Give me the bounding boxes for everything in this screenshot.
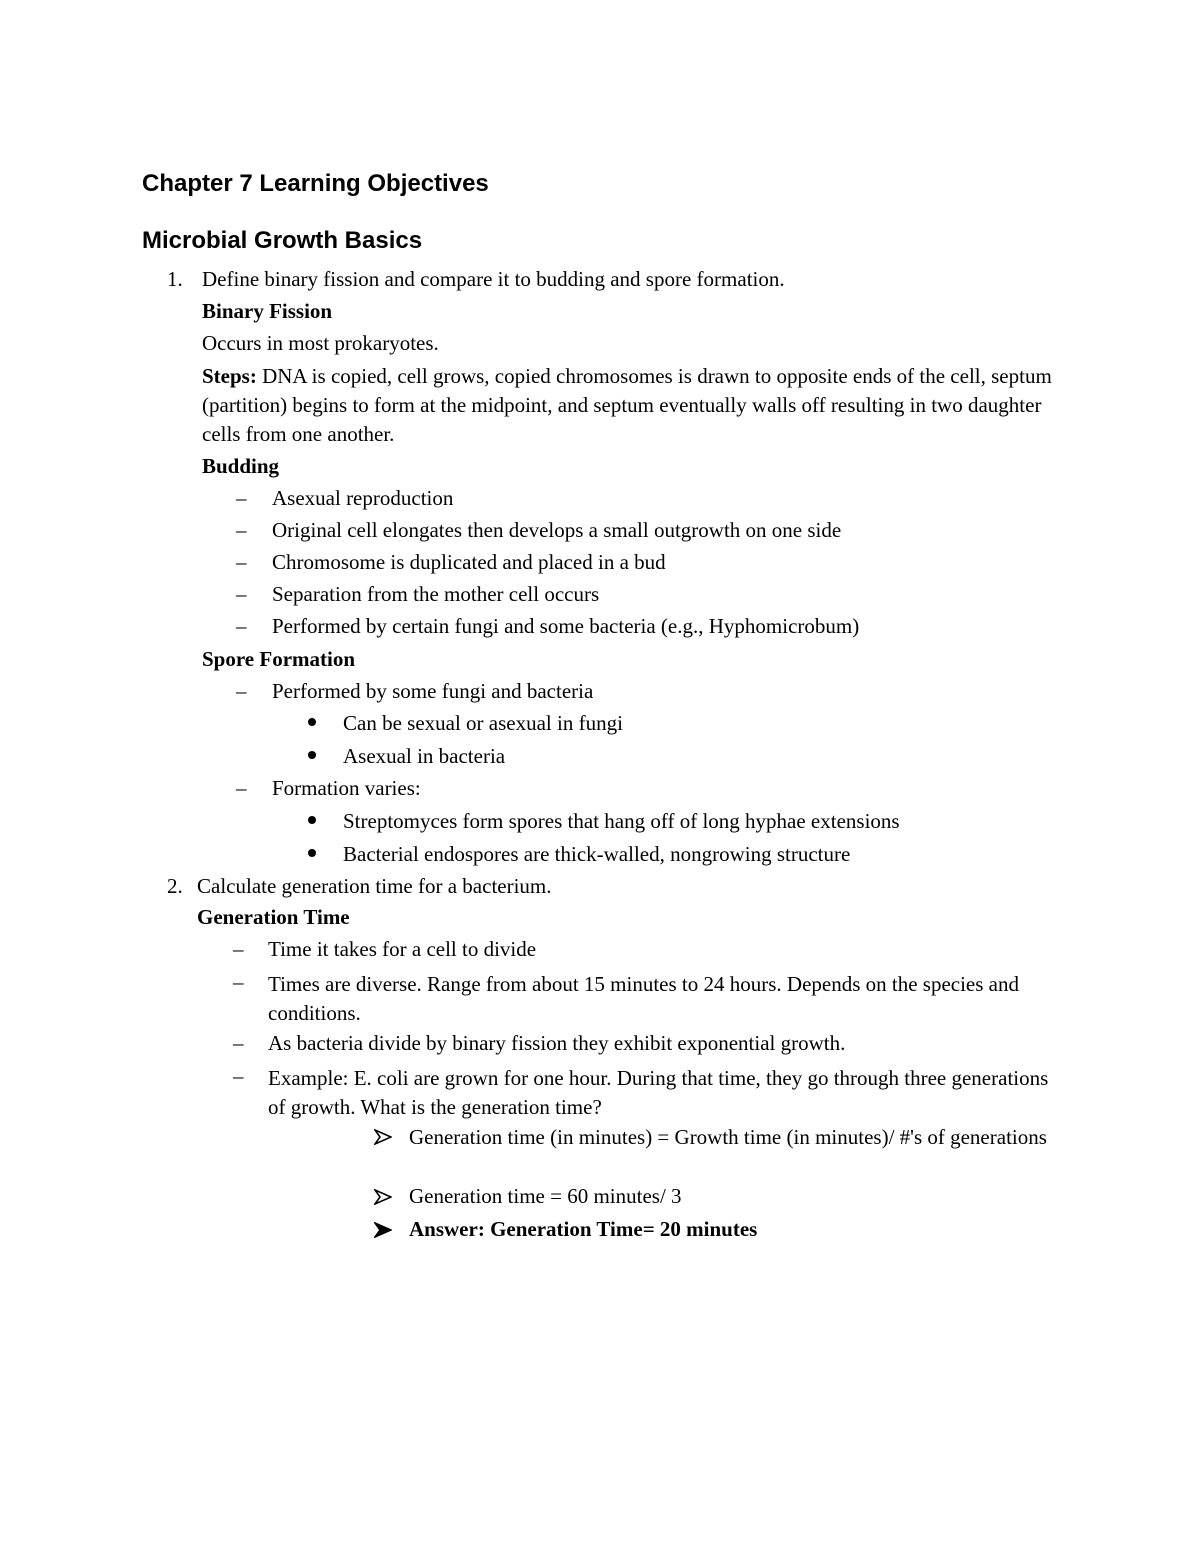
dash-bullet: – <box>233 970 244 994</box>
binary-fission-steps <box>202 362 1052 449</box>
objective-number: 1. <box>167 267 183 291</box>
dash-bullet: – <box>236 518 247 542</box>
sub-list-item: Bacterial endospores are thick-walled, nongrowing structure <box>343 842 851 866</box>
objective-text: Calculate generation time for a bacterium. <box>197 874 552 898</box>
objective-number: 2. <box>167 874 183 898</box>
list-item: Times are diverse. Range from about 15 minutes to 24 hours. Depends on the species and conditions. <box>268 972 1019 1025</box>
subheading-budding: Budding <box>202 454 280 478</box>
bullet-dot-icon <box>308 751 316 759</box>
arrow-bullet-icon <box>374 1222 392 1238</box>
list-item: Performed by some fungi and bacteria <box>272 679 594 703</box>
subheading-binary-fission: Binary Fission <box>202 299 333 323</box>
list-item: Asexual reproduction <box>272 486 454 510</box>
list-item: Chromosome is duplicated and placed in a bud <box>272 550 666 574</box>
dash-bullet: – <box>236 486 247 510</box>
dash-bullet: – <box>236 776 247 800</box>
sub-list-item: Can be sexual or asexual in fungi <box>343 711 623 735</box>
list-item: As bacteria divide by binary fission they exhibit exponential growth. <box>268 1031 846 1055</box>
dash-bullet: – <box>236 582 247 606</box>
list-item: Performed by certain fungi and some bacteria (e.g., Hyphomicrobum) <box>272 614 860 638</box>
list-item: Original cell elongates then develops a small outgrowth on one side <box>272 518 842 542</box>
answer-line: Answer: Generation Time= 20 minutes <box>409 1217 758 1241</box>
bullet-dot-icon <box>308 849 316 857</box>
list-item: Formation varies: <box>272 776 421 800</box>
dash-bullet: – <box>236 679 247 703</box>
dash-bullet: – <box>233 1064 244 1088</box>
formula-line: Generation time (in minutes) = Growth time (in minutes)/ #'s of generations <box>409 1125 1047 1149</box>
objective-text: Define binary fission and compare it to budding and spore formation. <box>202 267 785 291</box>
formula-line: Generation time = 60 minutes/ 3 <box>409 1184 682 1208</box>
dash-bullet: – <box>236 550 247 574</box>
arrow-bullet-icon <box>374 1189 392 1205</box>
list-item: Example: E. coli are grown for one hour. During that time, they go through three generations of growth. What is the generation time? <box>268 1066 1049 1119</box>
sub-list-item: Asexual in bacteria <box>343 744 506 768</box>
binary-fission-line: Occurs in most prokaryotes. <box>202 331 439 355</box>
dash-bullet: – <box>233 937 244 961</box>
steps-text: DNA is copied, cell grows, copied chromosomes is drawn to opposite ends of the cell, septum (partition) begins to form at the midpoint, and septum eventually walls off resulting in two daughter cells from one another. <box>202 364 1052 446</box>
subheading-spore-formation: Spore Formation <box>202 647 356 671</box>
subheading-generation-time: Generation Time <box>197 905 350 929</box>
bullet-dot-icon <box>308 718 316 726</box>
steps-label: Steps: <box>202 364 257 388</box>
bullet-dot-icon <box>308 816 316 824</box>
dash-bullet: – <box>236 614 247 638</box>
arrow-bullet-icon <box>374 1129 392 1145</box>
section-heading: Microbial Growth Basics <box>142 227 423 254</box>
page-title: Chapter 7 Learning Objectives <box>142 170 489 197</box>
sub-list-item: Streptomyces form spores that hang off of long hyphae extensions <box>343 809 900 833</box>
list-item: Separation from the mother cell occurs <box>272 582 600 606</box>
dash-bullet: – <box>233 1031 244 1055</box>
list-item: Time it takes for a cell to divide <box>268 937 537 961</box>
